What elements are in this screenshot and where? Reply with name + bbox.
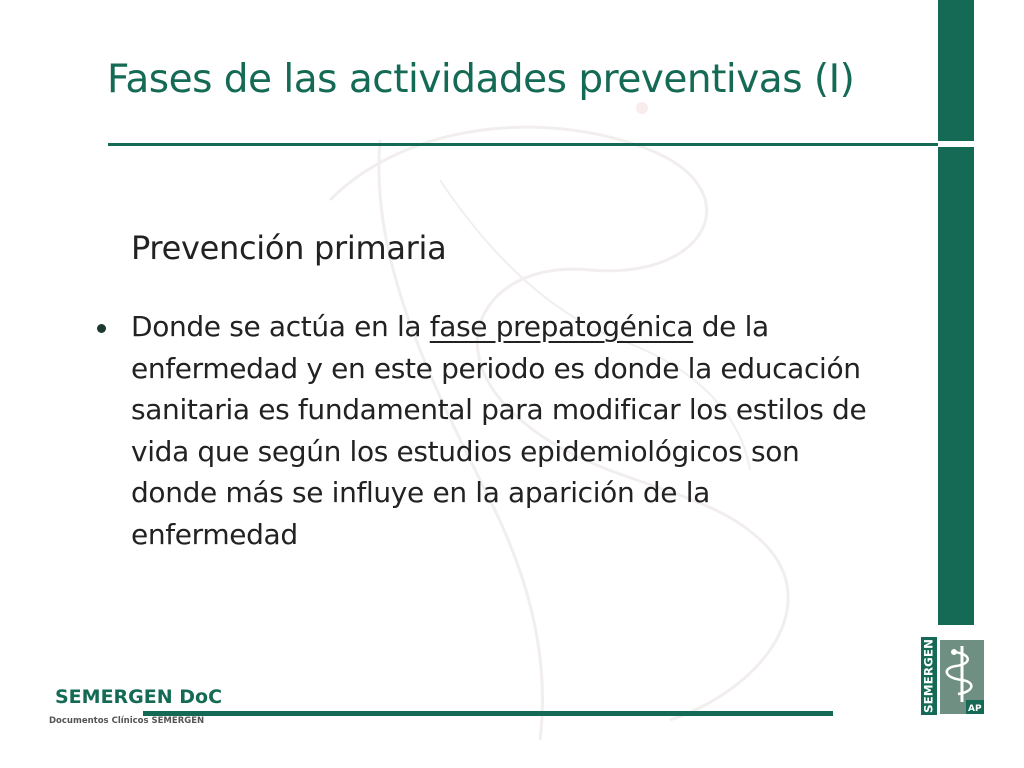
accent-bar-gap [938,141,974,147]
footer-brand: SEMERGEN DoC [55,686,223,708]
footer-divider [143,711,833,716]
paragraph-line-6: enfermedad [131,517,298,551]
underlined-term: fase prepatogénica [429,310,694,343]
logo-badge-text: AP [968,704,982,714]
semergen-logo-icon [920,636,986,716]
bullet-paragraph [131,306,931,555]
paragraph-line-5: donde más se influye en la aparición de la [131,476,710,509]
slide-title: Fases de las actividades preventivas (I) [107,57,855,102]
right-accent-bar [938,0,974,625]
title-divider [108,143,938,146]
logo-vertical-text: SEMERGEN [921,641,936,713]
paragraph-line-2: enfermedad y en este periodo es donde la educación [131,351,861,385]
section-heading: Prevención primaria [131,229,447,267]
bullet-icon [97,324,106,333]
paragraph-line-4: vida que según los estudios epidemiológicos son [131,434,800,468]
footer-subtitle: Documentos Clínicos SEMERGEN [49,716,205,726]
paragraph-line-3: sanitaria es fundamental para modificar los estilos de [131,393,867,426]
paragraph-line-1: Donde se actúa en la fase prepatogénica de la [131,310,769,343]
